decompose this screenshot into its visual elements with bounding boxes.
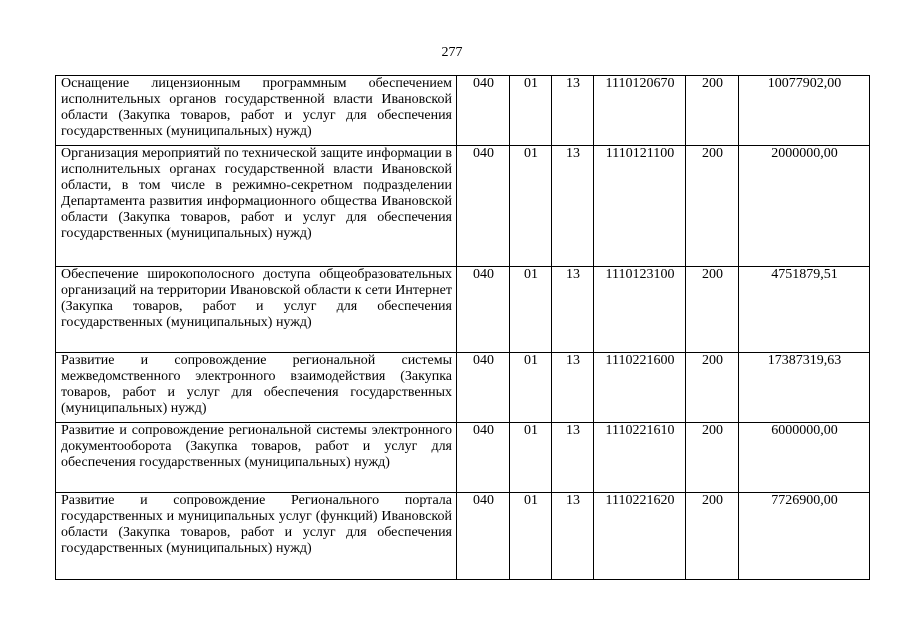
section-code: 01	[510, 353, 552, 423]
subsection-code: 13	[552, 267, 594, 353]
row-description: Развитие и сопровождение Регионального портала государственных и муниципальных услуг (функций) Ивановской области (Закупка товаров, работ и услуг для обеспечения государственных (муниципальных) нужд)	[56, 493, 457, 580]
table-row	[56, 353, 870, 423]
subsection-code: 13	[552, 146, 594, 267]
subsection-code: 13	[552, 76, 594, 146]
target-article-code: 1110221610	[594, 423, 686, 493]
expense-type-code: 200	[686, 267, 739, 353]
row-description: Оснащение лицензионным программным обеспечением исполнительных органов государственной власти Ивановской области (Закупка товаров, работ и услуг для обеспечения государственных (муниципальных) нужд)	[56, 76, 457, 146]
table-row	[56, 423, 870, 493]
row-description: Организация мероприятий по технической защите информации в исполнительных органах государственной власти Ивановской области, в том числе в режимно-секретном подразделении Департамента развития информационного общества Ивановской области (Закупка товаров, работ и услуг для обеспечения государственных (муниципальных) нужд)	[56, 146, 457, 267]
subsection-code: 13	[552, 423, 594, 493]
ministry-code: 040	[457, 76, 510, 146]
table-row	[56, 76, 870, 146]
amount-value: 7726900,00	[739, 493, 870, 580]
amount-value: 10077902,00	[739, 76, 870, 146]
ministry-code: 040	[457, 493, 510, 580]
row-description: Обеспечение широкополосного доступа общеобразовательных организаций на территории Ивановской области к сети Интернет (Закупка товаров, работ и услуг для обеспечения государственных (муниципальных) нужд)	[56, 267, 457, 353]
expense-type-code: 200	[686, 146, 739, 267]
table-row	[56, 146, 870, 267]
amount-value: 17387319,63	[739, 353, 870, 423]
subsection-code: 13	[552, 353, 594, 423]
target-article-code: 1110120670	[594, 76, 686, 146]
section-code: 01	[510, 493, 552, 580]
amount-value: 6000000,00	[739, 423, 870, 493]
expense-type-code: 200	[686, 353, 739, 423]
row-description: Развитие и сопровождение региональной системы межведомственного электронного взаимодействия (Закупка товаров, работ и услуг для обеспечения государственных (муниципальных) нужд)	[56, 353, 457, 423]
target-article-code: 1110123100	[594, 267, 686, 353]
section-code: 01	[510, 423, 552, 493]
expense-type-code: 200	[686, 493, 739, 580]
expense-type-code: 200	[686, 423, 739, 493]
table-row	[56, 493, 870, 580]
ministry-code: 040	[457, 267, 510, 353]
amount-value: 4751879,51	[739, 267, 870, 353]
ministry-code: 040	[457, 353, 510, 423]
ministry-code: 040	[457, 146, 510, 267]
section-code: 01	[510, 76, 552, 146]
amount-value: 2000000,00	[739, 146, 870, 267]
table-row	[56, 267, 870, 353]
expense-type-code: 200	[686, 76, 739, 146]
page-number: 277	[441, 45, 463, 60]
target-article-code: 1110121100	[594, 146, 686, 267]
subsection-code: 13	[552, 493, 594, 580]
budget-table	[55, 75, 870, 580]
section-code: 01	[510, 267, 552, 353]
target-article-code: 1110221600	[594, 353, 686, 423]
ministry-code: 040	[457, 423, 510, 493]
section-code: 01	[510, 146, 552, 267]
row-description: Развитие и сопровождение региональной системы электронного документооборота (Закупка товаров, работ и услуг для обеспечения государственных (муниципальных) нужд)	[56, 423, 457, 493]
target-article-code: 1110221620	[594, 493, 686, 580]
